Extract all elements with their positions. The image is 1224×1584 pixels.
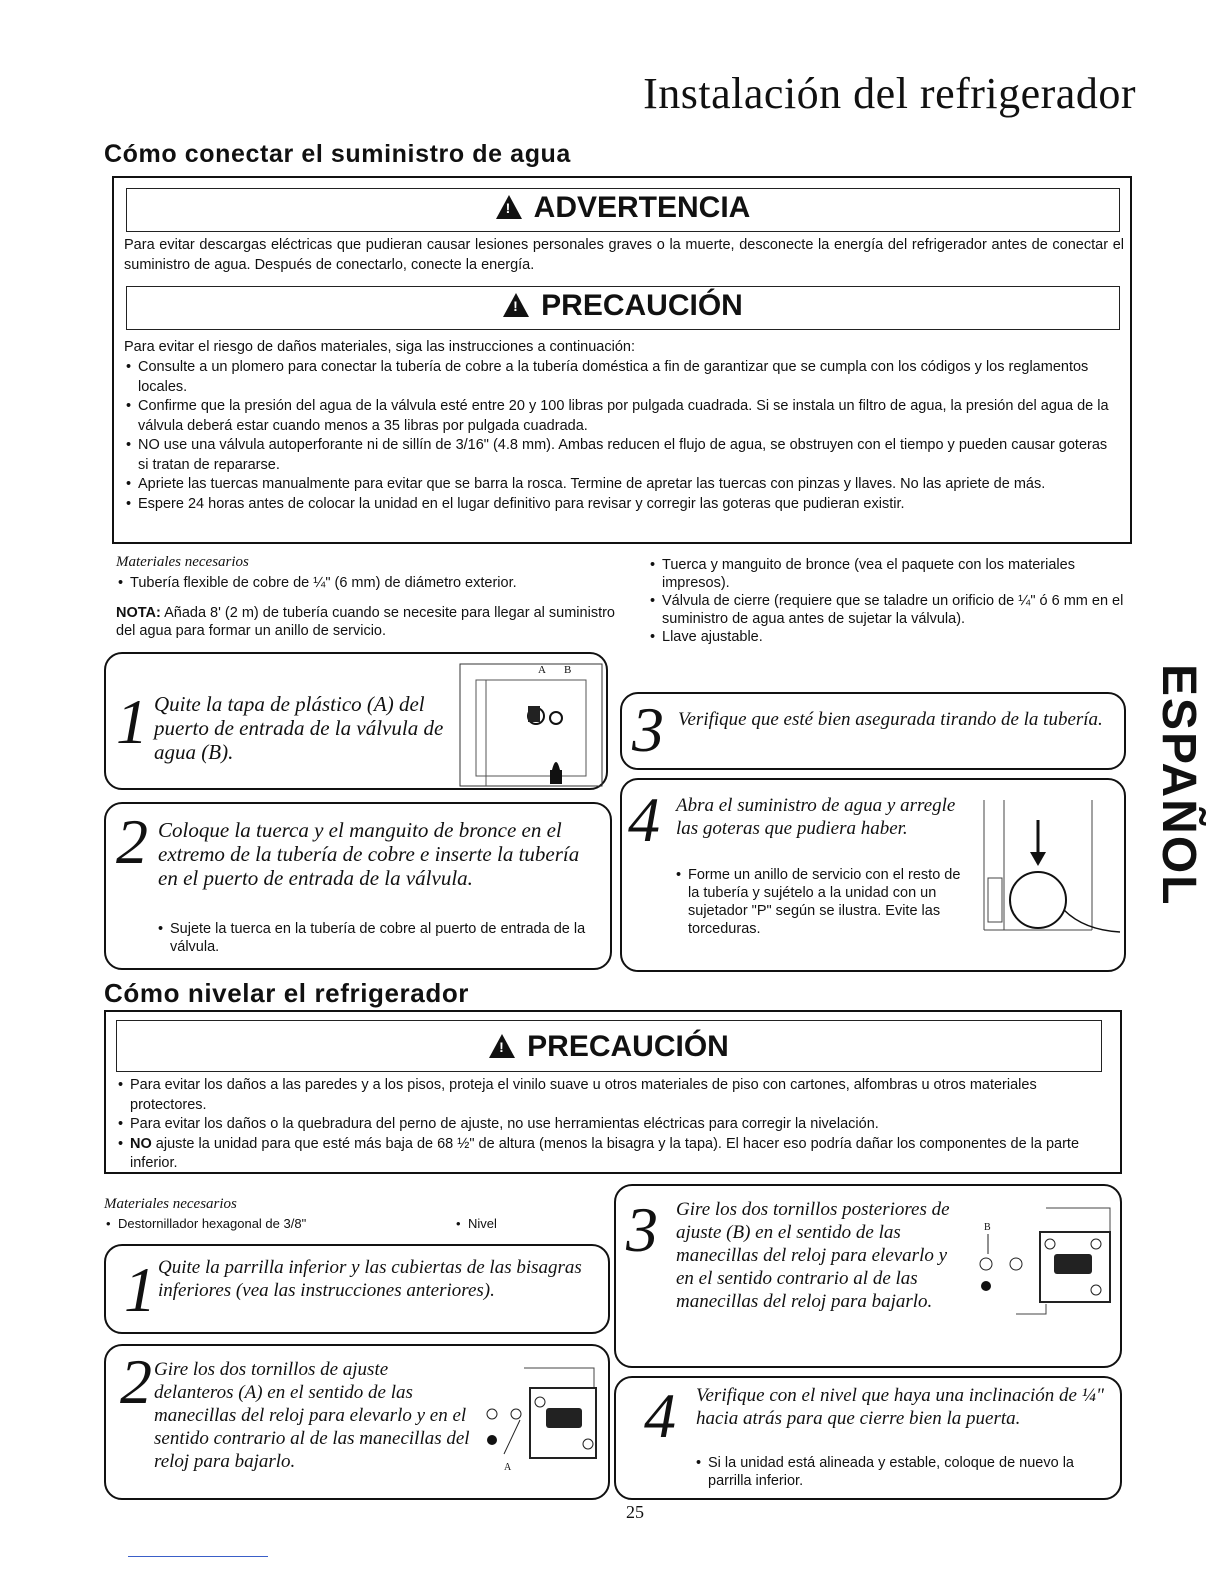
precaucion-banner bbox=[116, 1020, 1102, 1072]
nota-text: Añada 8' (2 m) de tubería cuando se necesite para llegar al suministro del agua para formar un anillo de servicio. bbox=[116, 605, 615, 639]
front-screw-illustration bbox=[464, 1364, 604, 1474]
list-item: • Para evitar los daños a las paredes y a los pisos, proteja el vinilo suave u otros materiales de piso con cartones, alfombras u otros materiales protectores. bbox=[116, 1076, 1112, 1115]
step-text: Verifique con el nivel que haya una inclinación de ¼" hacia atrás para que cierre bien la puerta. bbox=[696, 1385, 1104, 1429]
step-text: Gire los dos tornillos posteriores de ajuste (B) en el sentido de las manecillas del reloj para elevarlo y en el sentido contrario al de las manecillas del reloj para bajarlo. bbox=[676, 1199, 950, 1312]
list-item: • NO use una válvula autoperforante ni de sillín de 3/16" (4.8 mm). Ambas reducen el flujo de agua, se obstruyen con el tiempo y pueden causar goteras si tratan de repararse. bbox=[124, 436, 1120, 475]
list-item: • Espere 24 horas antes de colocar la unidad en el lugar definitivo para revisar y corregir las goteras que pudieran existir. bbox=[124, 495, 1120, 515]
step-number: 3 bbox=[626, 1194, 658, 1265]
label-b: B bbox=[984, 1222, 991, 1233]
list-item: • Destornillador hexagonal de 3/8" bbox=[104, 1216, 306, 1232]
water-supply-heading: Cómo conectar el suministro de agua bbox=[104, 140, 571, 168]
water-warning-box bbox=[112, 176, 1132, 544]
level-materials-list-2 bbox=[454, 1216, 497, 1232]
level-materials-label: Materiales necesarios bbox=[104, 1196, 237, 1212]
list-item: • Sujete la tuerca en la tubería de cobre al puerto de entrada de la válvula. bbox=[156, 920, 596, 956]
materials-right-list bbox=[648, 556, 1126, 646]
step-text: Quite la tapa de plástico (A) del puerto de entrada de la válvula de agua (B). bbox=[154, 692, 444, 764]
step-text: Verifique que esté bien asegurada tirando de la tubería. bbox=[678, 709, 1103, 730]
nota bbox=[116, 604, 632, 640]
level-step-3 bbox=[614, 1184, 1122, 1368]
step-number: 2 bbox=[120, 1346, 152, 1417]
service-loop-illustration bbox=[974, 800, 1124, 960]
page-number: 25 bbox=[626, 1502, 644, 1522]
step-text: Quite la parrilla inferior y las cubiertas de las bisagras inferiores (vea las instrucciones anteriores). bbox=[158, 1257, 582, 1301]
precaucion-banner bbox=[126, 286, 1120, 330]
step-number: 1 bbox=[116, 686, 148, 757]
step-number: 4 bbox=[644, 1380, 676, 1451]
precaucion-title: PRECAUCIÓN bbox=[541, 289, 743, 322]
page-title: Instalación del refrigerador bbox=[643, 69, 1136, 118]
list-item bbox=[116, 1135, 1112, 1174]
step-bullets bbox=[156, 920, 596, 956]
advertencia-text: Para evitar descargas eléctricas que pudieran causar lesiones personales graves o la muerte, desconecte la energía del refrigerador antes de conectar el suministro de agua. Después de conectarlo, conecte la energía. bbox=[124, 237, 1124, 273]
item-text: ajuste la unidad para que esté más baja de 68 ½" de altura (menos la bisagra y la tapa). El hacer eso podría dañar los componentes de la parte inferior. bbox=[130, 1135, 1080, 1171]
list-item: • Forme un anillo de servicio con el resto de la tubería y sujételo a la unidad con un sujetador "P" según se ilustra. Evite las torceduras. bbox=[674, 866, 964, 938]
list-item: • Válvula de cierre (requiere que se taladre un orificio de ¼" ó 6 mm en el suministro de agua antes de sujetar la válvula). bbox=[648, 592, 1126, 628]
list-item: • Llave ajustable. bbox=[648, 628, 1126, 646]
leveling-caution-list bbox=[116, 1076, 1112, 1174]
leveling-heading: Cómo nivelar el refrigerador bbox=[104, 978, 470, 1008]
step-text: Gire los dos tornillos de ajuste delanteros (A) en el sentido de las manecillas del reloj para elevarlo y en el sentido contrario al de las manecillas del reloj para bajarlo. bbox=[154, 1359, 470, 1472]
level-step-1 bbox=[104, 1244, 610, 1334]
step-bullets bbox=[694, 1454, 1114, 1490]
list-item: • Si la unidad está alineada y estable, coloque de nuevo la parrilla inferior. bbox=[694, 1454, 1114, 1490]
language-side-tab: ESPAÑOL bbox=[1152, 664, 1205, 907]
valve-illustration bbox=[456, 658, 606, 788]
list-item: • Tubería flexible de cobre de ¼" (6 mm) de diámetro exterior. bbox=[116, 574, 636, 592]
precaucion-title: PRECAUCIÓN bbox=[527, 1030, 729, 1063]
list-item: • Nivel bbox=[454, 1216, 497, 1232]
level-materials-list-1 bbox=[104, 1216, 306, 1232]
water-step-1 bbox=[104, 652, 608, 790]
advertencia-banner bbox=[126, 188, 1120, 232]
list-item: • Confirme que la presión del agua de la válvula esté entre 20 y 100 libras por pulgada cuadrada. Si se instala un filtro de agua, la presión del agua de la válvula deberá estar cuando menos a 35 libras por pulgada cuadrada. bbox=[124, 397, 1120, 436]
advertencia-title: ADVERTENCIA bbox=[533, 191, 751, 224]
step-number: 4 bbox=[628, 784, 660, 855]
precaucion-list bbox=[124, 358, 1120, 514]
warning-triangle-icon bbox=[489, 1034, 515, 1058]
footer-rule bbox=[128, 1556, 268, 1557]
label-b: B bbox=[564, 664, 572, 676]
list-item: • Tuerca y manguito de bronce (vea el paquete con los materiales impresos). bbox=[648, 556, 1126, 592]
water-step-2 bbox=[104, 802, 612, 970]
label-a: A bbox=[504, 1462, 512, 1473]
water-step-4 bbox=[620, 778, 1126, 972]
warning-triangle-icon bbox=[503, 293, 529, 317]
step-text: Coloque la tuerca y el manguito de bronce en el extremo de la tubería de cobre e inserte la tubería en el puerto de entrada de la válvula. bbox=[158, 818, 580, 890]
step-number: 1 bbox=[124, 1254, 156, 1325]
step-text: Abra el suministro de agua y arregle las goteras que pudiera haber. bbox=[676, 795, 956, 839]
label-a: A bbox=[538, 664, 546, 676]
materials-left-list bbox=[116, 574, 636, 592]
list-item: • Para evitar los daños o la quebradura del perno de ajuste, no use herramientas eléctricas para corregir la nivelación. bbox=[116, 1115, 1112, 1135]
leveling-caution-box bbox=[104, 1010, 1122, 1174]
step-number: 3 bbox=[632, 694, 664, 765]
level-step-2 bbox=[104, 1344, 610, 1500]
warning-triangle-icon bbox=[496, 195, 522, 219]
step-number: 2 bbox=[116, 806, 148, 877]
step-bullets bbox=[674, 866, 964, 938]
nota-label: NOTA: bbox=[116, 605, 161, 621]
level-step-4 bbox=[614, 1376, 1122, 1500]
list-item: • Apriete las tuercas manualmente para evitar que se barra la rosca. Termine de apretar las tuercas con pinzas y llaves. No las apriete de más. bbox=[124, 475, 1120, 495]
list-item: • Consulte a un plomero para conectar la tubería de cobre a la tubería doméstica a fin de garantizar que se cumpla con los códigos y los reglamentos locales. bbox=[124, 358, 1120, 397]
water-step-3 bbox=[620, 692, 1126, 770]
precaucion-intro: Para evitar el riesgo de daños materiales, siga las instrucciones a continuación: bbox=[124, 339, 635, 355]
materials-label: Materiales necesarios bbox=[116, 554, 249, 570]
bold-no: NO bbox=[130, 1135, 152, 1152]
